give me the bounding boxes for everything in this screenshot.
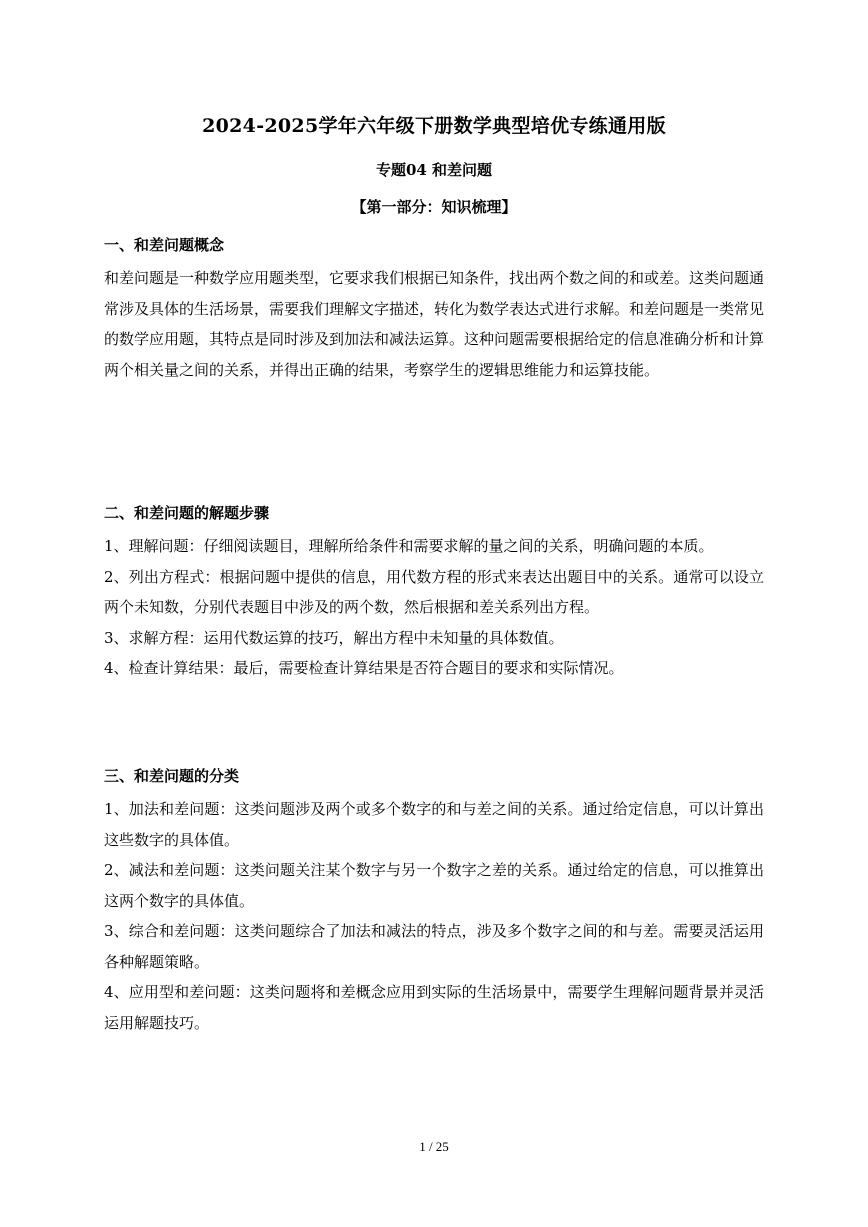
- document-title: 2024-2025学年六年级下册数学典型培优专练通用版: [202, 115, 666, 137]
- section-heading: 一、和差问题概念: [104, 236, 225, 254]
- list-item: 1、加法和差问题：这类问题涉及两个或多个数字的和与差之间的关系。通过给定信息，可以计算出这些数字的具体值。: [104, 800, 764, 849]
- list-item: 1、理解问题：仔细阅读题目，理解所给条件和需要求解的量之间的关系，明确问题的本质。: [104, 537, 714, 555]
- section-heading: 三、和差问题的分类: [104, 767, 240, 785]
- list-item: 3、求解方程：运用代数运算的技巧，解出方程中未知量的具体数值。: [104, 628, 564, 647]
- page-number: 1 / 25: [419, 1139, 449, 1154]
- section-concept: [104, 233, 764, 385]
- document-subtitle: 专题04 和差问题: [375, 161, 493, 179]
- section-classification: [104, 764, 764, 1038]
- list-item: 4、检查计算结果：最后，需要检查计算结果是否符合题目的要求和实际情况。: [104, 659, 624, 677]
- list-item: 2、列出方程式：根据问题中提供的信息，用代数方程的形式来表达出题目中的关系。通常可以设立两个未知数，分别代表题目中涉及的两个数，然后根据和差关系列出方程。: [104, 567, 764, 616]
- part-heading: 【第一部分：知识梳理】: [351, 198, 517, 216]
- section-paragraph: 和差问题是一种数学应用题类型，它要求我们根据已知条件，找出两个数之间的和或差。这类问题通常涉及具体的生活场景，需要我们理解文字描述，转化为数学表达式进行求解。和差问题是一类常见的数学应用题，其特点是同时涉及到加法和减法运算。这种问题需要根据给定的信息准确分析和计算两个相关量之间的关系，并得出正确的结果，考察学生的逻辑思维能力和运算技能。: [104, 269, 765, 379]
- list-item: 3、综合和差问题：这类问题综合了加法和减法的特点，涉及多个数字之间的和与差。需要灵活运用各种解题策略。: [104, 922, 764, 971]
- section-heading: 二、和差问题的解题步骤: [104, 504, 270, 522]
- list-item: 2、减法和差问题：这类问题关注某个数字与另一个数字之差的关系。通过给定的信息，可以推算出这两个数字的具体值。: [104, 861, 764, 910]
- section-steps: [104, 501, 764, 684]
- list-item: 4、应用型和差问题：这类问题将和差概念应用到实际的生活场景中，需要学生理解问题背景并灵活运用解题技巧。: [104, 983, 764, 1032]
